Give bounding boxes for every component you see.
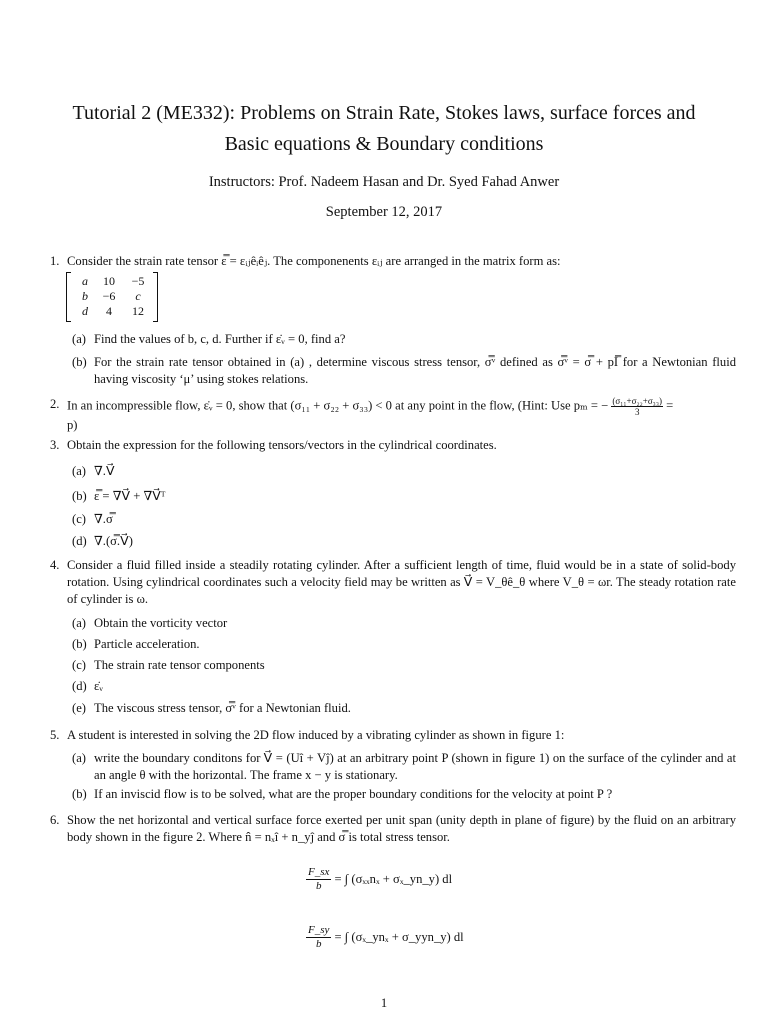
force-fraction — [306, 924, 331, 951]
problem-number: 2. — [50, 397, 60, 411]
part-label: (b) — [72, 787, 87, 801]
problem-4-part-e — [72, 700, 736, 717]
problem-number: 3. — [50, 438, 60, 452]
matrix-cell: d — [82, 304, 88, 318]
problem-4-part-c — [72, 657, 736, 674]
part-label: (a) — [72, 464, 86, 478]
part-text: The viscous stress tensor, σ̿ᵛ for a Newtonian fluid. — [94, 701, 351, 715]
part-text: The strain rate tensor components — [94, 658, 265, 672]
title-line-2: Basic equations & Boundary conditions — [224, 133, 544, 155]
fraction-denominator: b — [315, 880, 322, 892]
part-label: (d) — [72, 534, 87, 548]
problem-4 — [50, 557, 736, 608]
part-label: (b) — [72, 489, 87, 503]
problem-text: Obtain the expression for the following tensors/vectors in the cylindrical coordinates. — [67, 438, 497, 452]
matrix-cell: c — [135, 289, 141, 303]
part-text: If an inviscid flow is to be solved, what are the proper boundary conditions for the velocity at point P ? — [94, 787, 613, 801]
fraction-denominator: b — [315, 938, 322, 950]
matrix-cell: 10 — [103, 274, 115, 288]
problem-text-main: In an incompressible flow, ε̇ᵥ = 0, show that (σ₁₁ + σ₂₂ + σ₃₃) < 0 at any point in the flow, (Hint: Use pₘ = − — [67, 398, 609, 413]
matrix-cell: −5 — [131, 274, 145, 288]
part-label: (c) — [72, 512, 86, 526]
problem-5 — [50, 727, 736, 744]
hint-denominator: 3 — [634, 407, 640, 417]
problem-number: 4. — [50, 558, 60, 572]
problem-3-part-d — [72, 533, 736, 550]
part-text: For the strain rate tensor obtained in (a) , determine viscous stress tensor, σ̿ᵛ defined as σ̿ᵛ = σ̿ + pI̿ for a Newtonian fluid having viscosity ‘μ’ using stokes relations. — [94, 355, 736, 386]
problem-text: Consider a fluid filled inside a steadily rotating cylinder. After a sufficient length of time, fluid would be in a state of solid-body rotation. Using cylindrical coordinates such a velocity field may be written as V⃗ = V_θê_θ where V_θ = ωr. The steady rotation rate of cylinder is ω. — [67, 558, 736, 606]
problem-6 — [50, 812, 736, 846]
part-label: (b) — [72, 355, 87, 369]
matrix-cell: 12 — [132, 304, 144, 318]
problem-5-part-b — [72, 786, 736, 803]
strain-rate-matrix — [66, 272, 158, 322]
problem-text-line2: p) — [67, 418, 78, 432]
part-label: (a) — [72, 332, 86, 346]
problem-text — [67, 396, 736, 434]
matrix-left-bracket — [66, 272, 71, 322]
part-label: (a) — [72, 616, 86, 630]
problem-1-part-a — [72, 331, 736, 348]
problem-text: Show the net horizontal and vertical surface force exerted per unit span (unity depth in plane of figure) by the fluid on an arbitrary body shown in the figure 2. Where n̂ = nₓî + n_yĵ and σ̿ is total stress tensor. — [67, 813, 736, 844]
part-text: write the boundary conditons for V⃗ = (Uî + Vĵ) at an arbitrary point P (shown in figure 1) on the surface of the cylinder and at an angle θ with the horizontal. The frame x − y is stationary. — [94, 751, 736, 782]
force-fraction — [306, 866, 331, 893]
hint-numerator: (σ₁₁+σ₂₂+σ₃₃) — [612, 396, 662, 406]
part-text: Particle acceleration. — [94, 637, 200, 651]
page-number: 1 — [380, 996, 388, 1010]
problem-3-part-a — [72, 463, 736, 480]
hint-fraction — [611, 396, 663, 417]
problem-number: 6. — [50, 813, 60, 827]
matrix-cell: b — [82, 289, 88, 303]
problem-text: A student is interested in solving the 2D flow induced by a vibrating cylinder as shown in figure 1: — [67, 728, 565, 742]
part-text: ε̇ᵥ — [94, 679, 103, 693]
fraction-numerator: F_sx — [308, 866, 330, 878]
equation-rhs: = ∫ (σₓ_ynₓ + σ_yyn_y) dl — [334, 930, 464, 944]
title-line-1: Tutorial 2 (ME332): Problems on Strain Rate, Stokes laws, surface forces and — [72, 102, 696, 124]
problem-text: Consider the strain rate tensor ε̿ = εᵢⱼêᵢêⱼ. The componenents εᵢⱼ are arranged in the matrix form as: — [67, 254, 561, 268]
part-label: (d) — [72, 679, 87, 693]
problem-2 — [50, 396, 736, 434]
part-label: (c) — [72, 658, 86, 672]
part-label: (a) — [72, 751, 86, 765]
problem-4-part-d — [72, 678, 736, 695]
part-text: ∇.V⃗ — [94, 464, 115, 478]
part-label: (e) — [72, 701, 86, 715]
equation-force-y — [306, 924, 464, 951]
problem-number: 5. — [50, 728, 60, 742]
matrix-cell: a — [82, 274, 88, 288]
matrix-cell: 4 — [106, 304, 112, 318]
equation-force-x — [306, 866, 452, 893]
problem-5-part-a — [72, 750, 736, 784]
problem-text-equals: = — [666, 398, 674, 413]
part-text: ε̿ = ∇V⃗ + ∇V⃗ᵀ — [94, 489, 166, 503]
document-date: September 12, 2017 — [325, 204, 443, 220]
matrix-grid — [76, 274, 152, 319]
matrix-cell: −6 — [102, 289, 116, 303]
part-text: Obtain the vorticity vector — [94, 616, 228, 630]
matrix-right-bracket — [153, 272, 158, 322]
part-text: Find the values of b, c, d. Further if ε̇ᵥ = 0, find a? — [94, 332, 346, 346]
problem-number: 1. — [50, 254, 60, 268]
part-text: ∇.(σ̿.V⃗) — [94, 534, 133, 548]
instructors-line: Instructors: Prof. Nadeem Hasan and Dr. Syed Fahad Anwer — [208, 174, 560, 190]
part-text: ∇.σ̿ — [94, 512, 113, 526]
equation-rhs: = ∫ (σₓₓnₓ + σₓ_yn_y) dl — [334, 872, 453, 886]
part-label: (b) — [72, 637, 87, 651]
problem-3 — [50, 437, 736, 454]
problem-3-part-c — [72, 511, 736, 528]
document-title — [20, 98, 748, 160]
problem-1 — [50, 253, 736, 270]
fraction-numerator: F_sy — [308, 924, 330, 936]
problem-4-part-a — [72, 615, 736, 632]
problem-1-part-b — [72, 354, 736, 388]
problem-3-part-b — [72, 488, 736, 505]
problem-4-part-b — [72, 636, 736, 653]
